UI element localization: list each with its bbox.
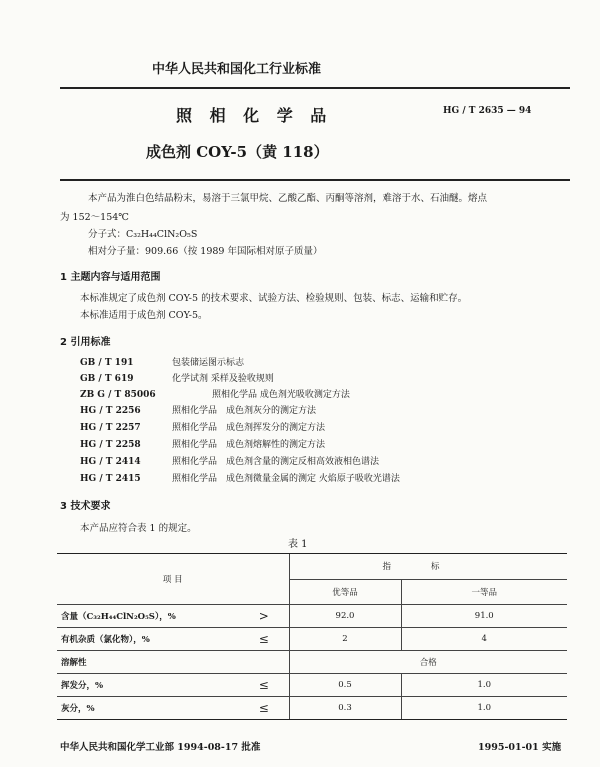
reference-keyword: 照相化学品 — [172, 474, 218, 484]
reference-keyword: 照相化学品 — [172, 423, 218, 433]
table-grade-2-cell: 4 — [401, 628, 567, 651]
intro-description-1: 本产品为淮白色结晶粉末，易溶于三氯甲烷、乙酸乙酯、丙酮等溶剂，难溶于水、石油醚。熔点 — [88, 193, 488, 204]
reference-item — [80, 403, 316, 416]
reference-title: 成色剂灰分的测定方法 — [226, 406, 317, 416]
table-head-grade-1: 优等品 — [289, 579, 401, 605]
formula-label: 分子式： — [88, 229, 127, 240]
mass-value: 909.66（按 1989 年国际相对原子质量） — [145, 246, 323, 257]
reference-title: 照相化学品 成色剂光吸收测定方法 — [212, 390, 350, 400]
table-row — [57, 674, 567, 697]
reference-item — [80, 454, 379, 467]
reference-title: 成色剂熔解性的测定方法 — [226, 440, 326, 450]
table-item-cell: 溶解性 — [57, 651, 239, 674]
molecular-formula — [88, 226, 197, 240]
reference-keyword: 照相化学品 — [172, 406, 218, 416]
reference-item — [80, 387, 350, 400]
table-item-cell: 挥发分，% — [57, 674, 239, 697]
header-rule — [60, 87, 570, 89]
spec-table — [57, 553, 567, 720]
table-row — [57, 697, 567, 720]
table-caption: 表 1 — [288, 539, 308, 550]
reference-code: HG / T 2258 — [80, 440, 141, 450]
section-2-title: 2 引用标准 — [60, 337, 111, 348]
section-3-line-1: 本产品应符合表 1 的规定。 — [80, 523, 197, 534]
table-operator-cell: ≤ — [239, 674, 289, 697]
table-item-cell: 有机杂质（氯化物），% — [57, 628, 239, 651]
reference-item — [80, 371, 274, 384]
table-grade-2-cell: 1.0 — [401, 674, 567, 697]
formula-value: C₃₂H₄₄ClN₂O₅S — [126, 229, 198, 240]
table-grade-2-cell: 1.0 — [401, 697, 567, 720]
reference-item — [80, 355, 244, 368]
reference-title: 成色剂微量金属的测定 火焰原子吸收光谱法 — [226, 474, 400, 484]
reference-item — [80, 420, 325, 433]
table-merged-value-cell: 合格 — [289, 651, 567, 674]
table-item-cell: 含量（C₃₂H₄₄ClN₂O₅S），% — [57, 605, 239, 628]
standard-org-title: 中华人民共和国化工行业标准 — [152, 62, 322, 77]
table-operator-cell — [239, 651, 289, 674]
reference-code: HG / T 2256 — [80, 406, 141, 416]
table-row — [57, 628, 567, 651]
table-head-grade-2: 一等品 — [401, 579, 567, 605]
section-1-line-1: 本标准规定了成色剂 COY-5 的技术要求、试验方法、检验规则、包装、标志、运输和贮存。 — [80, 293, 468, 304]
table-grade-2-cell: 91.0 — [401, 605, 567, 628]
reference-code: ZB G / T 85006 — [80, 390, 156, 400]
section-1-title: 1 主题内容与适用范围 — [60, 272, 161, 283]
table-row — [57, 605, 567, 628]
table-item-cell: 灰分，% — [57, 697, 239, 720]
reference-item — [80, 437, 325, 450]
title-rule — [60, 179, 570, 181]
reference-keyword: 照相化学品 — [172, 440, 218, 450]
table-grade-1-cell: 2 — [289, 628, 401, 651]
reference-code: HG / T 2257 — [80, 423, 141, 433]
doc-title: 成色剂 COY-5（黄 118） — [146, 143, 329, 161]
table-grade-1-cell: 0.5 — [289, 674, 401, 697]
effective-date: 1995-01-01 实施 — [478, 742, 562, 753]
section-1-line-2: 本标准适用于成色剂 COY-5。 — [80, 310, 208, 321]
reference-keyword: 照相化学品 — [172, 457, 218, 467]
molecular-mass — [88, 243, 322, 257]
reference-title: 包装储运图示标志 — [172, 358, 245, 368]
reference-code: HG / T 2414 — [80, 457, 141, 467]
table-operator-cell: > — [239, 605, 289, 628]
reference-item — [80, 471, 400, 484]
reference-code: GB / T 191 — [80, 358, 134, 368]
table-head-index-2: 标 — [401, 554, 567, 580]
table-grade-1-cell: 0.3 — [289, 697, 401, 720]
table-operator-cell: ≤ — [239, 628, 289, 651]
table-head-index-1: 指 — [289, 554, 401, 580]
reference-code: HG / T 2415 — [80, 474, 141, 484]
standard-code: HG / T 2635 — 94 — [443, 106, 532, 116]
approval-line: 中华人民共和国化学工业部 1994-08-17 批准 — [60, 742, 261, 753]
table-grade-1-cell: 92.0 — [289, 605, 401, 628]
table-operator-cell: ≤ — [239, 697, 289, 720]
reference-code: GB / T 619 — [80, 374, 134, 384]
reference-title: 化学试剂 采样及验收规则 — [172, 374, 274, 384]
table-row — [57, 651, 567, 674]
reference-title: 成色剂挥发分的测定方法 — [226, 423, 326, 433]
intro-description-2: 为 152～154℃ — [60, 212, 129, 223]
section-3-title: 3 技术要求 — [60, 501, 111, 512]
reference-title: 成色剂含量的测定反相高效液相色谱法 — [226, 457, 380, 467]
table-head-item: 项 目 — [57, 554, 289, 605]
mass-label: 相对分子量： — [88, 246, 146, 257]
doc-category: 照 相 化 学 品 — [176, 106, 333, 125]
